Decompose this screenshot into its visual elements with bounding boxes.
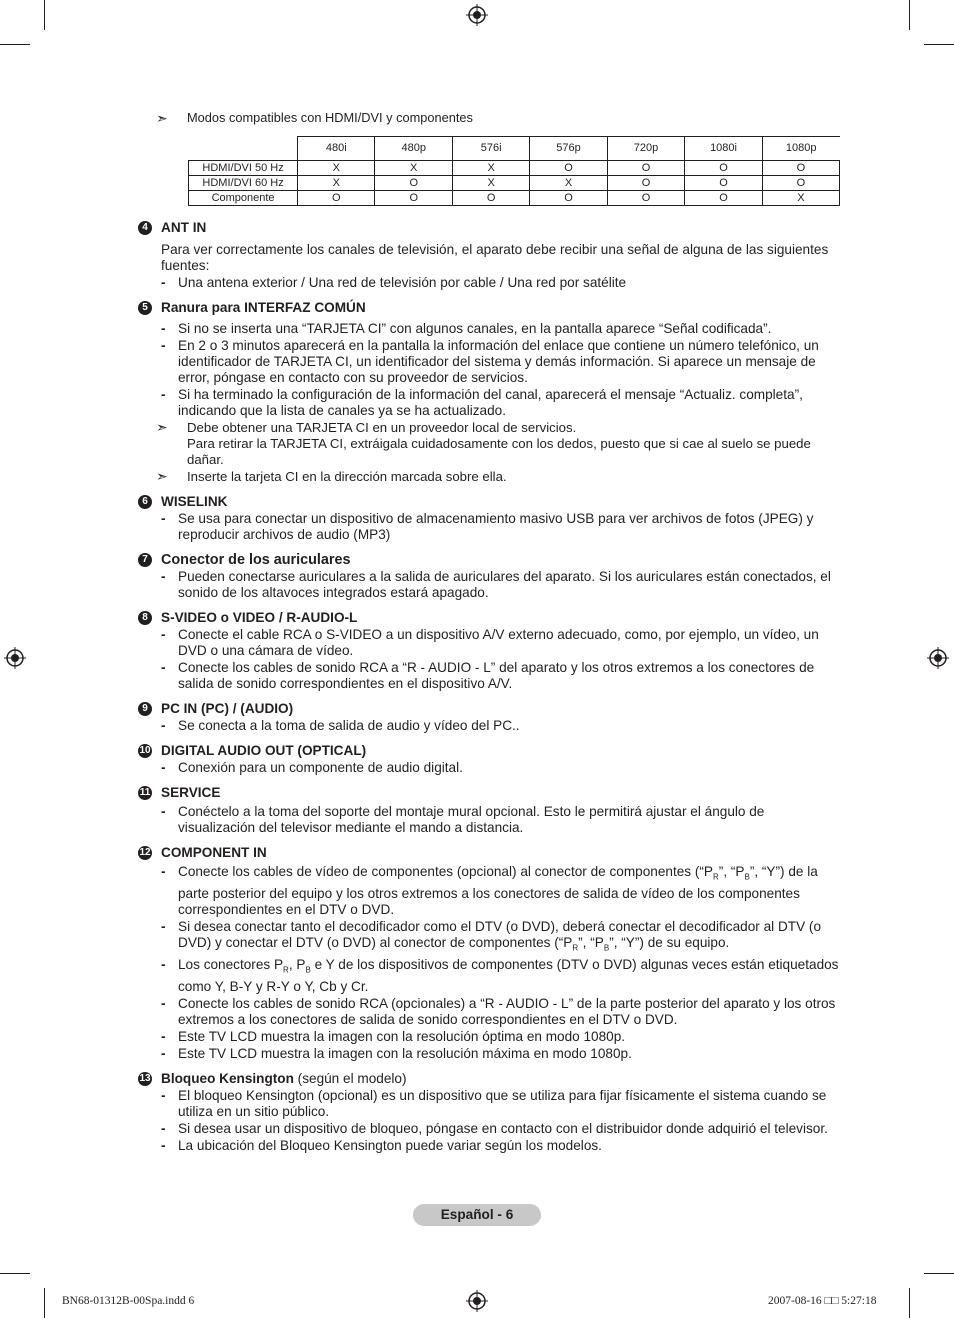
- table-header-row: [189, 137, 840, 161]
- registration-mark-icon: [927, 647, 949, 669]
- table-cell: X: [530, 176, 607, 191]
- list-item: - Una antena exterior / Una red de televisión por cable / Una red por satélite: [161, 275, 627, 290]
- table-body: [189, 161, 840, 206]
- table-cell: O: [762, 161, 839, 176]
- table-column-header: 576p: [530, 137, 607, 161]
- note-arrow-icon: ➣: [156, 419, 168, 435]
- table-cell: O: [607, 161, 684, 176]
- section-number-badge: 10: [139, 745, 151, 756]
- intro-note-text: Modos compatibles con HDMI/DVI y componentes: [187, 110, 473, 125]
- list-item: - Se usa para conectar un dispositivo de almacenamiento masivo USB para ver archivos de fotos (JPEG) y reproducir archivos de audio (MP3): [161, 511, 814, 542]
- section-digital-audio-out: [138, 743, 840, 776]
- list-item: - Si desea usar un dispositivo de bloqueo, póngase en contacto con el distribuidor donde adquirió el televisor.: [161, 1121, 828, 1137]
- section-title: Ranura para INTERFAZ COMÚN: [161, 300, 366, 315]
- section-paragraph: Para ver correctamente los canales de televisión, el aparato debe recibir una señal de alguna de las siguientes fuentes:: [161, 242, 829, 273]
- table-row-label: HDMI/DVI 50 Hz: [189, 161, 298, 176]
- section-number-badge: 13: [139, 1073, 151, 1085]
- table-cell: X: [298, 176, 375, 191]
- table-row-label: HDMI/DVI 60 Hz: [189, 176, 298, 191]
- table-cell: O: [685, 191, 763, 206]
- section-pc-in: [138, 701, 840, 734]
- table-cell: X: [762, 191, 839, 206]
- table-row: [189, 161, 840, 176]
- file-slug: BN68-01312B-00Spa.indd 6: [62, 1295, 195, 1307]
- crop-mark: [924, 1273, 954, 1274]
- registration-mark-icon: [466, 4, 488, 26]
- table-cell: O: [685, 161, 763, 176]
- list-item: - Los conectores $P_R$, $P_B$ e Y de los dispositivos de componentes (DTV o DVD) algunas veces están etiquetados como Y, B-Y y R-Y o Y, Cb y Cr.: [161, 957, 839, 995]
- section-kensington: [138, 1071, 840, 1154]
- page-content: [138, 110, 840, 1154]
- list-item: - La ubicación del Bloqueo Kensington puede variar según los modelos.: [161, 1138, 602, 1154]
- table-cell: O: [375, 191, 452, 206]
- table-cell: X: [375, 161, 452, 176]
- section-number-badge: 5: [138, 301, 152, 315]
- section-title: Bloqueo Kensington (según el modelo): [161, 1071, 407, 1087]
- list-item: - Si ha terminado la configuración de la información del canal, aparecerá el mensaje “Actualiz. completa”, indicando que la lista de canales ya se ha actualizado.: [161, 387, 803, 418]
- table-column-header: 1080p: [762, 137, 839, 161]
- section-common-interface: [138, 300, 840, 485]
- table-cell: X: [452, 161, 529, 176]
- table-cell: X: [452, 176, 529, 191]
- crop-mark: [44, 1288, 45, 1318]
- table-cell: O: [762, 176, 839, 191]
- section-number-badge: 4: [138, 221, 152, 235]
- table-corner: [189, 137, 298, 161]
- list-item: - Conecte los cables de sonido RCA a “R - AUDIO - L” del aparato y los otros extremos a los conectores de salida de sonido correspondientes en el dispositivo A/V.: [161, 660, 815, 691]
- table-cell: X: [298, 161, 375, 176]
- section-title: ANT IN: [161, 220, 207, 235]
- section-s-video: [138, 610, 840, 692]
- table-row: [189, 191, 840, 206]
- crop-mark: [909, 0, 910, 30]
- table-column-header: 576i: [452, 137, 529, 161]
- section-wiselink: [138, 494, 840, 543]
- section-title: S-VIDEO o VIDEO / R-AUDIO-L: [161, 610, 358, 625]
- section-number-badge: 6: [138, 495, 152, 509]
- table-cell: O: [375, 176, 452, 191]
- list-item: - Conecte el cable RCA o S-VIDEO a un dispositivo A/V externo adecuado, como, por ejemplo, un vídeo, un DVD o una cámara de vídeo.: [161, 627, 819, 658]
- intro-note: [138, 110, 840, 126]
- list-item: - Este TV LCD muestra la imagen con la resolución máxima en modo 1080p.: [161, 1046, 632, 1062]
- crop-mark: [0, 44, 30, 45]
- list-item: - En 2 o 3 minutos aparecerá en la pantalla la información del enlace que contiene un número telefónico, un identificador de TARJETA CI, un identificador del sistema y demás información. Si aparece un mensaje de error, póngase en contacto con su proveedor de servicios.: [161, 338, 819, 385]
- table-cell: O: [685, 176, 763, 191]
- list-item: - Conexión para un componente de audio digital.: [161, 760, 463, 775]
- section-title: COMPONENT IN: [161, 845, 267, 860]
- crop-mark: [924, 44, 954, 45]
- page-number-label: Español - 6: [413, 1204, 541, 1226]
- list-item: - Este TV LCD muestra la imagen con la resolución óptima en modo 1080p.: [161, 1029, 626, 1045]
- table-cell: O: [298, 191, 375, 206]
- list-item: - Conéctelo a la toma del soporte del montaje mural opcional. Esto le permitirá ajustar el ángulo de visualización del televisor mediante el mando a distancia.: [161, 804, 765, 835]
- section-title: Conector de los auriculares: [161, 552, 351, 568]
- section-component-in: [138, 845, 840, 1062]
- table-column-header: 720p: [607, 137, 684, 161]
- section-headphones: [138, 552, 840, 601]
- section-number-badge: 8: [138, 611, 152, 625]
- registration-mark-icon: [466, 1290, 488, 1312]
- crop-mark: [0, 1273, 30, 1274]
- note-arrow-icon: ➣: [156, 110, 168, 126]
- section-title: WISELINK: [161, 494, 228, 509]
- list-item: - Conecte los cables de vídeo de componentes (opcional) al conector de componentes (“$P_R$”, “$P_B$”, “Y”) de la parte posterior del equipo y los otros extremos a los conectores de salida de vídeo de los componentes correspondientes en el DTV o DVD.: [161, 864, 818, 917]
- compatibility-table: [188, 136, 840, 206]
- table-cell: O: [530, 161, 607, 176]
- timestamp-slug: 2007-08-16 □□ 5:27:18: [768, 1295, 877, 1307]
- crop-mark: [44, 0, 45, 30]
- list-item: - Si desea conectar tanto el decodificador como el DTV (o DVD), deberá conectar el decodificador al DTV (o DVD) y conectar el DTV (o DVD) al conector de componentes (“$P_R$”, “$P_B$”, “Y”) de su equipo.: [161, 918, 822, 953]
- section-title: PC IN (PC) / (AUDIO): [161, 701, 294, 716]
- table-cell: O: [452, 191, 529, 206]
- list-item: - Se conecta a la toma de salida de audio y vídeo del PC..: [161, 718, 520, 733]
- section-number-badge: 9: [138, 702, 152, 716]
- section-ant-in: [138, 220, 840, 291]
- list-item: - Si no se inserta una “TARJETA CI” con algunos canales, en la pantalla aparece “Señal codificada”.: [161, 321, 772, 336]
- note: ➣ Inserte la tarjeta CI en la dirección marcada sobre ella.: [156, 468, 507, 484]
- table-column-header: 1080i: [685, 137, 763, 161]
- section-title: SERVICE: [161, 785, 221, 800]
- table-row-label: Componente: [189, 191, 298, 206]
- section-number-badge: 12: [139, 847, 151, 858]
- table-cell: O: [607, 191, 684, 206]
- note-arrow-icon: ➣: [156, 468, 168, 484]
- registration-mark-icon: [4, 647, 26, 669]
- crop-mark: [909, 1288, 910, 1318]
- section-title: DIGITAL AUDIO OUT (OPTICAL): [161, 743, 367, 758]
- section-service: [138, 785, 840, 836]
- list-item: - Conecte los cables de sonido RCA (opcionales) a “R - AUDIO - L” de la parte posterior del aparato y los otros extremos a los conectores de salida de sonido correspondientes en el DTV o DVD.: [161, 996, 836, 1028]
- section-number-badge: 7: [138, 553, 152, 567]
- table-cell: O: [607, 176, 684, 191]
- table-row: [189, 176, 840, 191]
- section-number-badge: 11: [139, 787, 151, 798]
- table-column-header: 480p: [375, 137, 452, 161]
- list-item: - Pueden conectarse auriculares a la salida de auriculares del aparato. Si los auriculares están conectados, el sonido de los altavoces integrados estará apagado.: [161, 569, 831, 600]
- note: ➣ Debe obtener una TARJETA CI en un proveedor local de servicios. Para retirar la TARJETA CI, extráigala cuidadosamente con los dedos, puesto que si cae al suelo se puede dañar.: [156, 419, 811, 467]
- table-column-header: 480i: [298, 137, 375, 161]
- table-cell: O: [530, 191, 607, 206]
- list-item: - El bloqueo Kensington (opcional) es un dispositivo que se utiliza para fijar físicamente el sistema cuando se utiliza en un sitio público.: [161, 1088, 827, 1120]
